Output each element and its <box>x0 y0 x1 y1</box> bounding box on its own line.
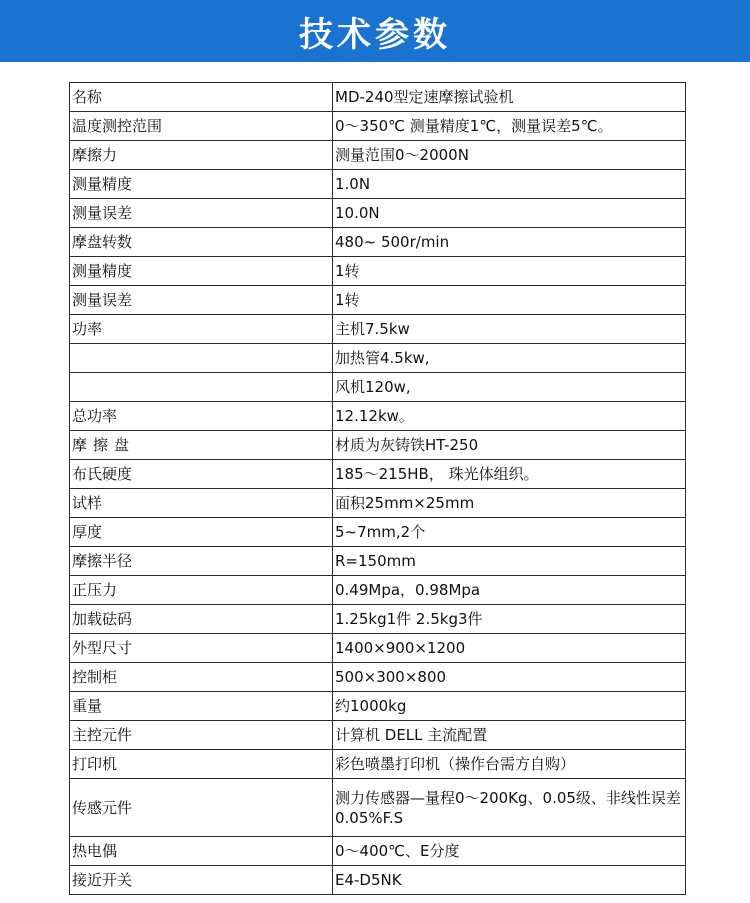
param-value: 加热管4.5kw, <box>333 344 686 373</box>
table-row <box>70 112 686 141</box>
param-name: 功率 <box>70 315 333 344</box>
param-value: 12.12kw。 <box>333 402 686 431</box>
param-name: 总功率 <box>70 402 333 431</box>
table-row <box>70 634 686 663</box>
param-name: 布氏硬度 <box>70 460 333 489</box>
table-row <box>70 315 686 344</box>
table-row <box>70 460 686 489</box>
table-row <box>70 576 686 605</box>
param-value: 1转 <box>333 257 686 286</box>
table-row <box>70 750 686 779</box>
param-value: 0～350℃ 测量精度1℃，测量误差5℃。 <box>333 112 686 141</box>
param-value: 约1000kg <box>333 692 686 721</box>
param-name: 重量 <box>70 692 333 721</box>
param-name: 测量误差 <box>70 199 333 228</box>
table-row <box>70 605 686 634</box>
param-name <box>70 373 333 402</box>
param-value: R=150mm <box>333 547 686 576</box>
param-value: 材质为灰铸铁HT-250 <box>333 431 686 460</box>
param-value: MD-240型定速摩擦试验机 <box>333 83 686 112</box>
table-row <box>70 257 686 286</box>
table-row <box>70 837 686 866</box>
param-value: 测量范围0～2000N <box>333 141 686 170</box>
param-name <box>70 344 333 373</box>
table-row <box>70 344 686 373</box>
param-name: 摩擦力 <box>70 141 333 170</box>
param-name: 接近开关 <box>70 866 333 895</box>
param-name: 热电偶 <box>70 837 333 866</box>
param-name: 温度测控范围 <box>70 112 333 141</box>
param-value: 0.49Mpa，0.98Mpa <box>333 576 686 605</box>
param-name: 摩盘转数 <box>70 228 333 257</box>
table-row <box>70 170 686 199</box>
page-title: 技术参数 <box>299 14 451 55</box>
table-row <box>70 402 686 431</box>
param-value: 1.25kg1件 2.5kg3件 <box>333 605 686 634</box>
table-row <box>70 692 686 721</box>
param-name: 厚度 <box>70 518 333 547</box>
param-value: 1转 <box>333 286 686 315</box>
header-banner <box>0 0 750 62</box>
param-value: 计算机 DELL 主流配置 <box>333 721 686 750</box>
param-value: 10.0N <box>333 199 686 228</box>
param-value: 1400×900×1200 <box>333 634 686 663</box>
param-name: 测量误差 <box>70 286 333 315</box>
param-value: 面积25mm×25mm <box>333 489 686 518</box>
param-name: 摩擦半径 <box>70 547 333 576</box>
table-row <box>70 721 686 750</box>
param-value: 5~7mm,2个 <box>333 518 686 547</box>
table-row <box>70 373 686 402</box>
param-name: 名称 <box>70 83 333 112</box>
param-value: 风机120w, <box>333 373 686 402</box>
table-row <box>70 286 686 315</box>
table-row <box>70 779 686 837</box>
table-row <box>70 199 686 228</box>
param-value: 480~ 500r/min <box>333 228 686 257</box>
param-name: 主控元件 <box>70 721 333 750</box>
table-row <box>70 141 686 170</box>
spec-table <box>69 82 686 895</box>
param-value: 主机7.5kw <box>333 315 686 344</box>
table-row <box>70 228 686 257</box>
table-row <box>70 83 686 112</box>
param-value: E4-D5NK <box>333 866 686 895</box>
table-row <box>70 489 686 518</box>
param-name: 外型尺寸 <box>70 634 333 663</box>
table-row <box>70 431 686 460</box>
param-name: 测量精度 <box>70 257 333 286</box>
param-name: 控制柜 <box>70 663 333 692</box>
param-name: 加载砝码 <box>70 605 333 634</box>
param-name: 摩擦盘 <box>70 431 333 460</box>
param-name: 打印机 <box>70 750 333 779</box>
table-row <box>70 518 686 547</box>
table-row <box>70 866 686 895</box>
param-value: 500×300×800 <box>333 663 686 692</box>
param-name: 测量精度 <box>70 170 333 199</box>
param-name: 试样 <box>70 489 333 518</box>
param-value: 185～215HB， 珠光体组织。 <box>333 460 686 489</box>
table-row <box>70 547 686 576</box>
param-value: 1.0N <box>333 170 686 199</box>
param-value: 测力传感器—量程0～200Kg、0.05级、非线性误差0.05%F.S <box>333 779 686 837</box>
table-row <box>70 663 686 692</box>
param-name: 传感元件 <box>70 779 333 837</box>
param-value: 0～400℃、E分度 <box>333 837 686 866</box>
param-value: 彩色喷墨打印机（操作台需方自购） <box>333 750 686 779</box>
param-name: 正压力 <box>70 576 333 605</box>
